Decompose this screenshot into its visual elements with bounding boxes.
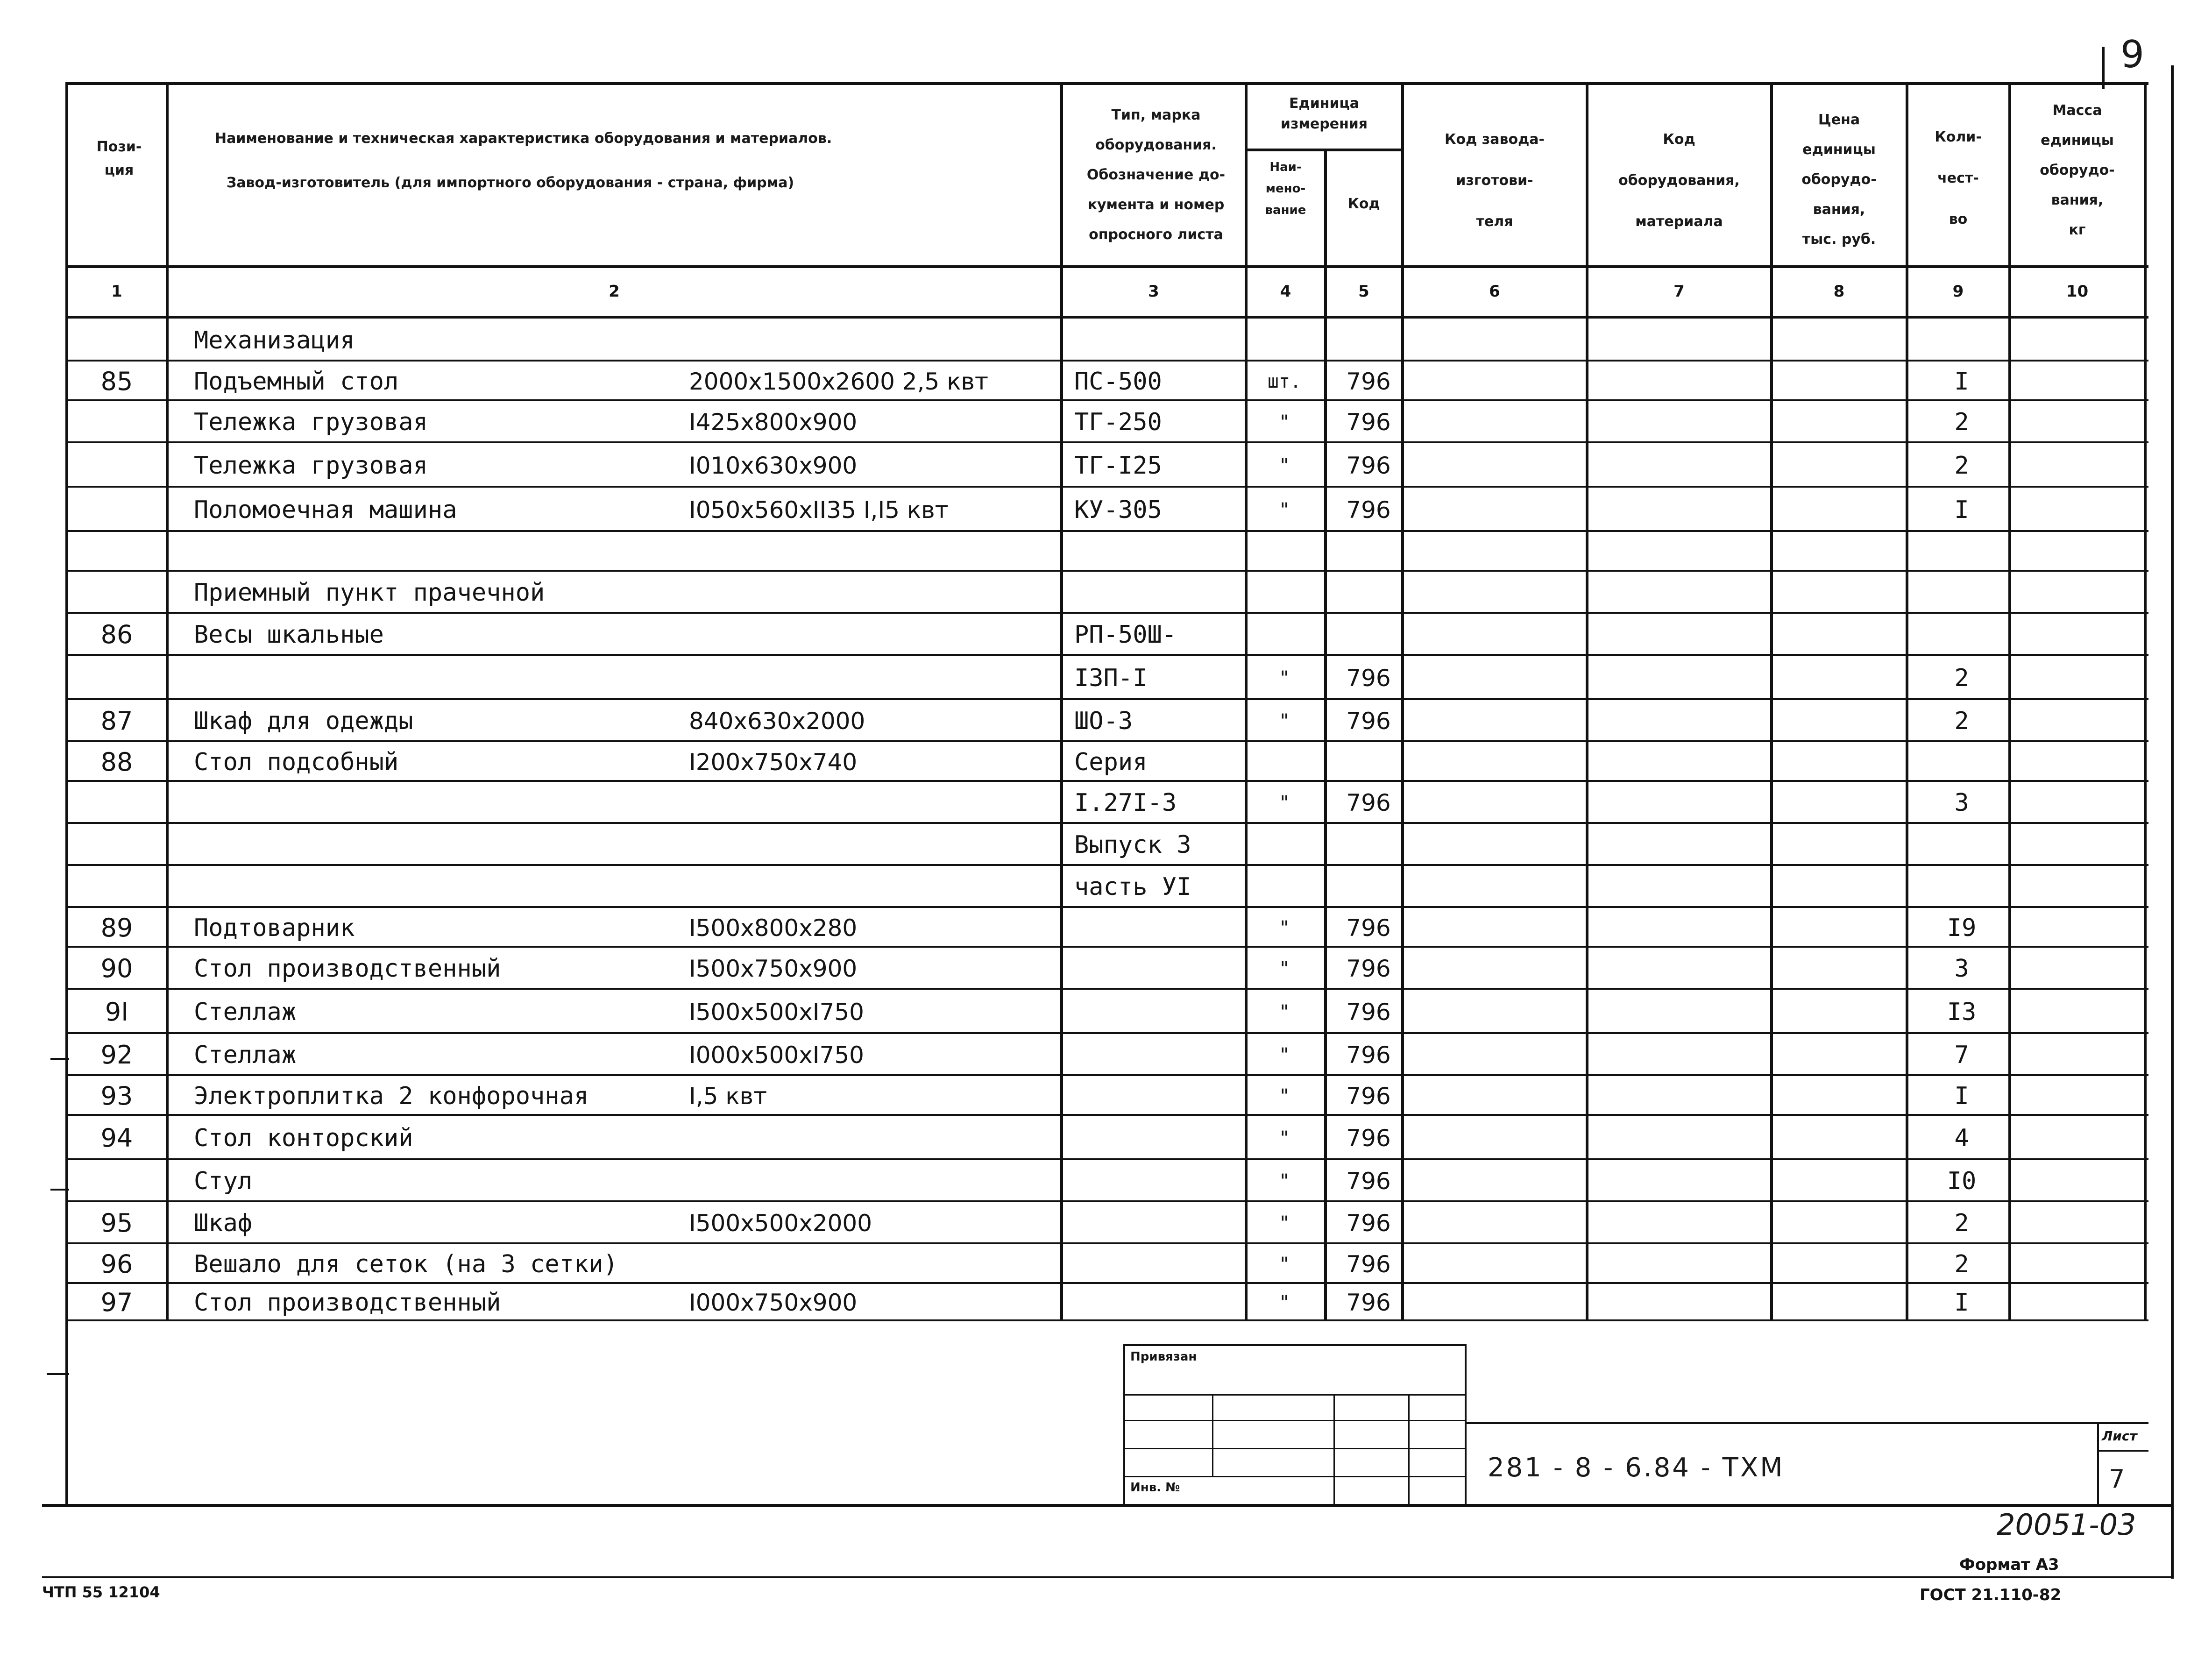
row-position: 88 (100, 747, 133, 777)
row-unit: " (1278, 1001, 1290, 1023)
row-unit: " (1278, 917, 1290, 939)
row-unit-code: 796 (1346, 955, 1391, 982)
row-position (70, 531, 163, 573)
row-type: Выпуск 3 (1074, 831, 1191, 859)
header-name-line2: Завод-изготовитель (для импортного оборудования - страна, фирма) (227, 175, 794, 191)
stamp-privyazan: Привязан (1130, 1350, 1197, 1364)
stamp-row-3 (1123, 1448, 1467, 1449)
row-name: Подтоварник (194, 914, 355, 942)
row-dimensions: I425x800x900 (689, 409, 858, 436)
row-unit-code (1331, 531, 1406, 573)
row-position: 92 (100, 1040, 133, 1070)
row-quantity (1906, 614, 2018, 656)
row-unit-code (1331, 741, 1406, 783)
row-unit: " (1278, 958, 1290, 979)
row-name: Подъемный стол (194, 367, 399, 396)
row-unit-code: 796 (1346, 789, 1391, 816)
row-unit-code: 796 (1346, 1082, 1391, 1110)
row-quantity: 3 (1954, 955, 1969, 983)
row-name: Шкаф (194, 1209, 253, 1237)
row-name: Тележка грузовая (194, 408, 428, 436)
row-unit: " (1278, 1253, 1290, 1275)
row-quantity (1906, 572, 2018, 614)
row-quantity: 2 (1954, 408, 1969, 436)
margin-tick-2 (50, 1189, 69, 1191)
row-unit: " (1278, 1127, 1290, 1149)
row-quantity: I9 (1947, 914, 1977, 942)
row-quantity: I (1954, 1082, 1969, 1110)
row-quantity: 3 (1954, 789, 1969, 817)
row-type: I.27I-3 (1074, 789, 1177, 817)
row-unit-code: 796 (1346, 1168, 1391, 1195)
header-quantity: Коли- чест- во (1935, 129, 1982, 227)
row-name: Механизация (194, 326, 355, 354)
stamp-inv-no: Инв. № (1130, 1481, 1180, 1495)
stamp-row-1 (1123, 1394, 1467, 1396)
header-price: Цена единицы оборудо- вания, тыс. руб. (1801, 112, 1877, 248)
margin-tick-1 (50, 1058, 69, 1060)
row-unit-code: 796 (1346, 452, 1391, 479)
frame-bottom (42, 1504, 2172, 1507)
row-name: Электроплитка 2 конфорочная (194, 1082, 589, 1110)
frame-right-outer (2171, 65, 2174, 1579)
row-position (70, 445, 163, 487)
colnum-3: 3 (1148, 282, 1159, 301)
row-name: Весы шкальные (194, 621, 384, 649)
row-dimensions: I500x500x2000 (689, 1210, 872, 1237)
row-type: РП-50Ш- (1074, 621, 1177, 649)
row-quantity: 2 (1954, 1250, 1969, 1278)
row-unit: " (1278, 499, 1290, 521)
row-name: Стол производственный (194, 955, 501, 983)
format-label: Формат А3 (1959, 1555, 2059, 1574)
header-mass: Масса единицы оборудо- вания, кг (2040, 102, 2115, 238)
row-divider (65, 1032, 2148, 1034)
col-line-10 (2144, 82, 2147, 1320)
colnum-4: 4 (1280, 282, 1291, 301)
row-position (70, 572, 163, 614)
gost-label: ГОСТ 21.110-82 (1920, 1586, 2062, 1604)
stamp-col-3 (1408, 1394, 1410, 1505)
header-unit-group: Единица измерения (1280, 95, 1368, 132)
stamp-col-1 (1212, 1394, 1213, 1476)
row-position: 93 (100, 1081, 133, 1111)
row-quantity (1906, 319, 2018, 362)
row-quantity: 4 (1954, 1124, 1969, 1152)
row-dimensions: I500x800x280 (689, 914, 858, 942)
header-name-line1: Наименование и техническая характеристика оборудования и материалов. (215, 130, 832, 147)
row-quantity (1906, 866, 2018, 908)
row-name: Приемный пункт прачечной (194, 579, 545, 607)
row-position: 85 (100, 366, 133, 396)
row-divider (65, 1158, 2148, 1160)
stamp-row-2 (1123, 1420, 1467, 1421)
row-unit-code: 796 (1346, 1042, 1391, 1069)
row-type: ТГ-250 (1074, 408, 1162, 436)
row-unit-code: 796 (1346, 708, 1391, 735)
row-position: 90 (100, 954, 133, 983)
stamp-top (1123, 1344, 1467, 1346)
row-name: Вешало для сеток (на 3 сетки) (194, 1250, 618, 1278)
row-quantity: 2 (1954, 1209, 1969, 1237)
row-unit-code (1331, 572, 1406, 614)
row-divider (65, 1114, 2148, 1116)
document-code: 281 - 8 - 6.84 - ТХМ (1488, 1453, 1785, 1483)
row-name: Стул (194, 1167, 253, 1195)
row-unit-code (1331, 866, 1406, 908)
page-number: 9 (2120, 33, 2144, 76)
row-type: ТГ-I25 (1074, 451, 1162, 480)
row-type: часть УI (1074, 873, 1191, 901)
row-name: Стол подсобный (194, 748, 399, 776)
row-unit-code: 796 (1346, 409, 1391, 436)
row-dimensions: I500x500xI750 (689, 998, 864, 1026)
row-quantity (1906, 531, 2018, 573)
colnum-7: 7 (1673, 282, 1685, 301)
header-type: Тип, марка оборудования. Обозначение до- кумента и номер опросного листа (1086, 107, 1226, 243)
row-type: ПС-500 (1074, 367, 1162, 396)
row-type: I3П-I (1074, 664, 1148, 692)
row-unit-code: 796 (1346, 664, 1391, 692)
row-divider (65, 654, 2148, 656)
row-unit-code: 796 (1346, 1210, 1391, 1237)
sheet-label: Лист (2102, 1428, 2137, 1444)
row-dimensions: I000x750x900 (689, 1289, 858, 1316)
row-unit-code: 796 (1346, 368, 1391, 395)
row-unit-code: 796 (1346, 998, 1391, 1026)
header-unit-code: Код (1347, 196, 1380, 212)
row-position: 86 (100, 620, 133, 649)
row-type: Серия (1074, 748, 1148, 776)
row-dimensions: I010x630x900 (689, 452, 858, 479)
row-unit-code: 796 (1346, 1124, 1391, 1152)
row-unit: " (1278, 1085, 1290, 1107)
colnum-9: 9 (1952, 282, 1964, 301)
row-unit (1247, 741, 1322, 783)
row-name: Стол производственный (194, 1289, 501, 1317)
row-quantity: I (1954, 367, 1969, 396)
row-quantity: I (1954, 1289, 1969, 1317)
row-dimensions: 840x630x2000 (689, 708, 865, 735)
row-dimensions: I,5 квт (689, 1082, 767, 1110)
row-unit: " (1278, 792, 1290, 814)
row-quantity (1906, 741, 2018, 783)
row-unit (1247, 614, 1322, 656)
row-unit-code: 796 (1346, 914, 1391, 942)
row-divider (65, 441, 2148, 443)
row-dimensions: I200x750x740 (689, 748, 858, 776)
colnum-5: 5 (1358, 282, 1369, 301)
stamp-left (1123, 1344, 1125, 1505)
row-unit-code (1331, 824, 1406, 866)
sheet-box-left (2097, 1422, 2099, 1506)
row-position: 87 (100, 706, 133, 736)
margin-tick-3 (47, 1373, 69, 1375)
row-dimensions: I000x500xI750 (689, 1042, 864, 1069)
row-position (70, 782, 163, 824)
row-dimensions: I050x560xII35 I,I5 квт (689, 496, 949, 524)
sheet-box-divider (2097, 1450, 2148, 1452)
row-unit-code: 796 (1346, 496, 1391, 524)
row-divider (65, 1200, 2148, 1202)
row-position: 9I (105, 997, 129, 1027)
header-equipment-code: Код оборудования, материала (1618, 131, 1740, 230)
row-divider (65, 988, 2148, 990)
colnum-1: 1 (111, 282, 122, 301)
frame-top (65, 82, 2148, 85)
header-factory-code: Код завода- изготови- теля (1445, 131, 1545, 230)
stamp-right (1465, 1344, 1467, 1505)
row-position (70, 824, 163, 866)
row-divider (65, 1319, 2148, 1321)
row-unit-code: 796 (1346, 1289, 1391, 1316)
row-unit (1247, 824, 1322, 866)
row-quantity: I0 (1947, 1167, 1977, 1195)
colnum-2: 2 (609, 282, 620, 301)
colnum-10: 10 (2066, 282, 2089, 301)
archive-number: 20051-03 (1997, 1508, 2136, 1542)
sheet-number: 7 (2109, 1464, 2125, 1494)
colnum-8: 8 (1833, 282, 1845, 301)
row-divider (65, 530, 2148, 532)
row-position (70, 866, 163, 908)
row-position (70, 489, 163, 531)
colnum-6: 6 (1489, 282, 1500, 301)
row-quantity (1906, 824, 2018, 866)
row-position (70, 401, 163, 443)
row-quantity: I (1954, 496, 1969, 524)
row-divider (65, 486, 2148, 488)
row-unit: " (1278, 1292, 1290, 1313)
row-unit (1247, 319, 1322, 362)
row-unit: шт. (1267, 370, 1302, 392)
row-quantity: 2 (1954, 664, 1969, 692)
row-dimensions: 2000x1500x2600 2,5 квт (689, 368, 989, 395)
row-position: 89 (100, 913, 133, 943)
row-unit (1247, 572, 1322, 614)
row-unit: " (1278, 454, 1290, 476)
row-unit: " (1278, 1170, 1290, 1192)
row-type: ШО-3 (1074, 707, 1133, 735)
header-unit-name: Наи- мено- вание (1265, 160, 1306, 217)
frame-bottom-outer (42, 1576, 2172, 1578)
row-name: Тележка грузовая (194, 451, 428, 480)
row-quantity: 7 (1954, 1041, 1969, 1069)
row-position: 94 (100, 1123, 133, 1153)
col-line-4 (1324, 149, 1327, 1320)
row-name: Стеллаж (194, 1041, 297, 1069)
row-quantity: I3 (1947, 998, 1977, 1026)
title-block-top (1467, 1422, 2148, 1424)
row-position: 95 (100, 1208, 133, 1238)
row-unit-code: 796 (1346, 1250, 1391, 1278)
row-unit-code (1331, 319, 1406, 362)
row-unit: " (1278, 1044, 1290, 1066)
row-unit: " (1278, 710, 1290, 732)
row-unit-code (1331, 614, 1406, 656)
row-unit (1247, 866, 1322, 908)
stamp-row-4 (1123, 1476, 1467, 1477)
row-position (70, 1160, 163, 1202)
row-unit: " (1278, 667, 1290, 689)
row-name: Поломоечная машина (194, 496, 457, 524)
row-unit: " (1278, 1212, 1290, 1234)
row-quantity: 2 (1954, 451, 1969, 480)
row-unit: " (1278, 411, 1290, 433)
row-unit (1247, 531, 1322, 573)
row-quantity: 2 (1954, 707, 1969, 735)
row-divider (65, 906, 2148, 908)
row-position: 97 (100, 1288, 133, 1317)
row-position (70, 657, 163, 699)
row-name: Шкаф для одежды (194, 707, 413, 735)
stamp-col-2 (1333, 1394, 1335, 1505)
row-position (70, 319, 163, 362)
row-dimensions: I500x750x900 (689, 955, 858, 982)
row-name: Стол конторский (194, 1124, 413, 1152)
left-code-label: ЧТП 55 12104 (42, 1583, 160, 1601)
header-position: Пози- ция (96, 139, 142, 178)
row-name: Стеллаж (194, 998, 297, 1026)
row-type: КУ-305 (1074, 496, 1162, 524)
row-position: 96 (100, 1249, 133, 1279)
colnum-bottom (65, 316, 2148, 319)
